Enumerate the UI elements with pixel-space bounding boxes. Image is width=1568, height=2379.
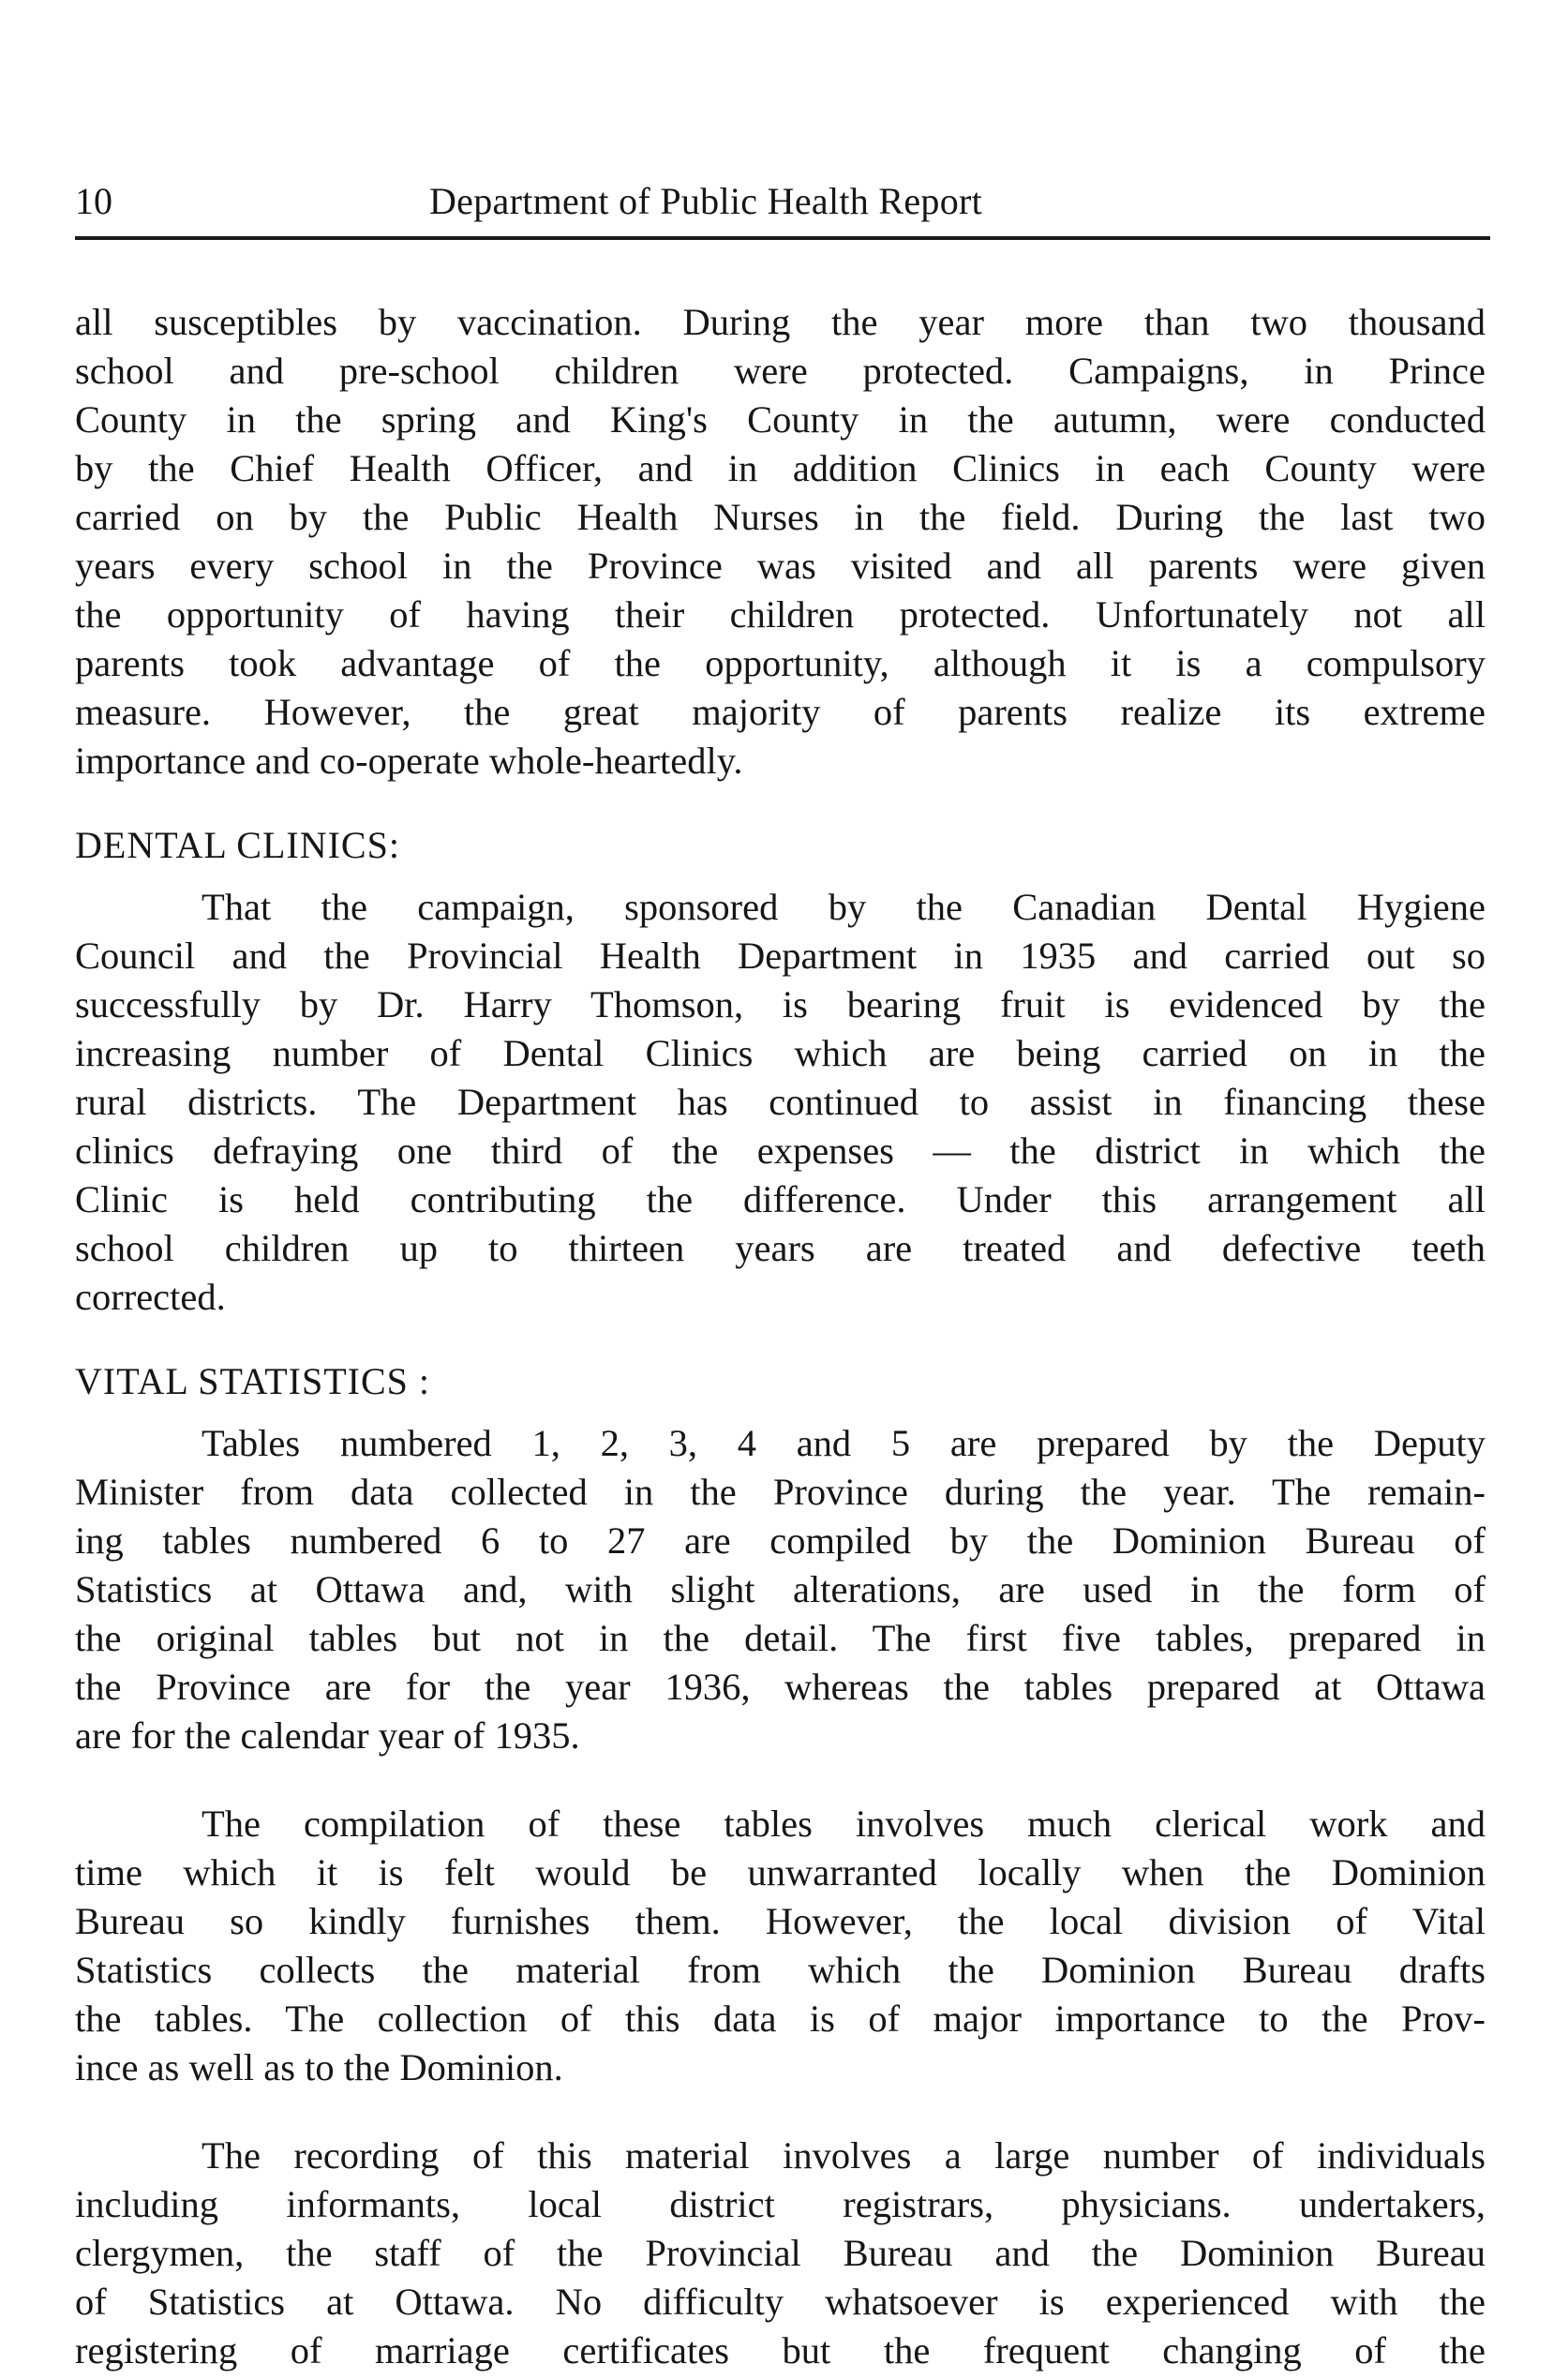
text-line: school and pre-school children were protected. Campaigns, in Prince xyxy=(75,350,1486,392)
text-line: the opportunity of having their children protected. Unfortunately not all xyxy=(75,593,1486,636)
heading-gap xyxy=(75,1406,1486,1419)
text-line: ince as well as to the Dominion. xyxy=(75,2046,563,2088)
text-line: Minister from data collected in the Province during the year. The remain- xyxy=(75,1471,1486,1513)
paragraph xyxy=(75,2132,1486,2375)
text-line: the original tables but not in the detail. The first five tables, prepared in xyxy=(75,1617,1486,1659)
section-gap xyxy=(75,786,1486,821)
paragraph xyxy=(75,298,1486,786)
text-line: by the Chief Health Officer, and in addition Clinics in each County were xyxy=(75,447,1486,489)
text-line: The compilation of these tables involves much clerical work and xyxy=(202,1803,1486,1845)
text-line: years every school in the Province was visited and all parents were given xyxy=(75,545,1486,587)
text-line: successfully by Dr. Harry Thomson, is bearing fruit is evidenced by the xyxy=(75,983,1486,1025)
paragraph xyxy=(75,1419,1486,1760)
text-line: That the campaign, sponsored by the Canadian Dental Hygiene xyxy=(202,886,1486,928)
text-line: ing tables numbered 6 to 27 are compiled by the Dominion Bureau of xyxy=(75,1519,1486,1562)
text-line: increasing number of Dental Clinics which are being carried on in the xyxy=(75,1032,1486,1074)
heading-gap xyxy=(75,870,1486,883)
paragraph-gap xyxy=(75,1760,1486,1800)
text-line: all susceptibles by vaccination. During the year more than two thousand xyxy=(75,301,1486,343)
text-line: Statistics at Ottawa and, with slight alterations, are used in the form of xyxy=(75,1568,1486,1610)
header-rule xyxy=(75,236,1490,240)
text-line: rural districts. The Department has continued to assist in financing these xyxy=(75,1081,1486,1123)
text-line: clergymen, the staff of the Provincial Bureau and the Dominion Bureau xyxy=(75,2232,1486,2274)
text-line: importance and co-operate whole-heartedly. xyxy=(75,740,743,782)
text-line: time which it is felt would be unwarranted locally when the Dominion xyxy=(75,1851,1486,1893)
page-number: 10 xyxy=(75,180,112,222)
text-line: Bureau so kindly furnishes them. However, the local division of Vital xyxy=(75,1900,1486,1942)
document-body xyxy=(75,298,1486,2375)
text-line: carried on by the Public Health Nurses in the field. During the last two xyxy=(75,496,1486,538)
text-line: are for the calendar year of 1935. xyxy=(75,1714,580,1757)
page-header xyxy=(75,178,1490,234)
paragraph xyxy=(75,883,1486,1322)
text-line: Clinic is held contributing the difference. Under this arrangement all xyxy=(75,1178,1486,1220)
text-line: Statistics collects the material from which the Dominion Bureau drafts xyxy=(75,1949,1486,1991)
section-gap xyxy=(75,1322,1486,1357)
section-heading: VITAL STATISTICS : xyxy=(75,1360,430,1402)
text-line: parents took advantage of the opportunity, although it is a compulsory xyxy=(75,642,1486,684)
text-line: school children up to thirteen years are treated and defective teeth xyxy=(75,1227,1486,1269)
text-line: measure. However, the great majority of parents realize its extreme xyxy=(75,691,1486,733)
text-line: corrected. xyxy=(75,1276,226,1318)
text-line: of Statistics at Ottawa. No difficulty whatsoever is experienced with the xyxy=(75,2281,1486,2323)
text-line: the tables. The collection of this data is of major importance to the Prov- xyxy=(75,1997,1486,2040)
text-line: Council and the Provincial Health Department in 1935 and carried out so xyxy=(75,935,1486,977)
text-line: Tables numbered 1, 2, 3, 4 and 5 are prepared by the Deputy xyxy=(202,1422,1486,1464)
section-heading: DENTAL CLINICS: xyxy=(75,824,400,866)
text-line: including informants, local district registrars, physicians. undertakers, xyxy=(75,2183,1486,2225)
text-line: the Province are for the year 1936, whereas the tables prepared at Ottawa xyxy=(75,1666,1486,1708)
paragraph xyxy=(75,1800,1486,2092)
text-line: clinics defraying one third of the expenses — the district in which the xyxy=(75,1130,1486,1172)
text-line: registering of marriage certificates but the frequent changing of the xyxy=(75,2329,1486,2372)
running-title: Department of Public Health Report xyxy=(429,180,983,222)
paragraph-gap xyxy=(75,2092,1486,2132)
text-line: County in the spring and King's County in the autumn, were conducted xyxy=(75,398,1486,441)
text-line: The recording of this material involves a large number of individuals xyxy=(202,2134,1486,2177)
